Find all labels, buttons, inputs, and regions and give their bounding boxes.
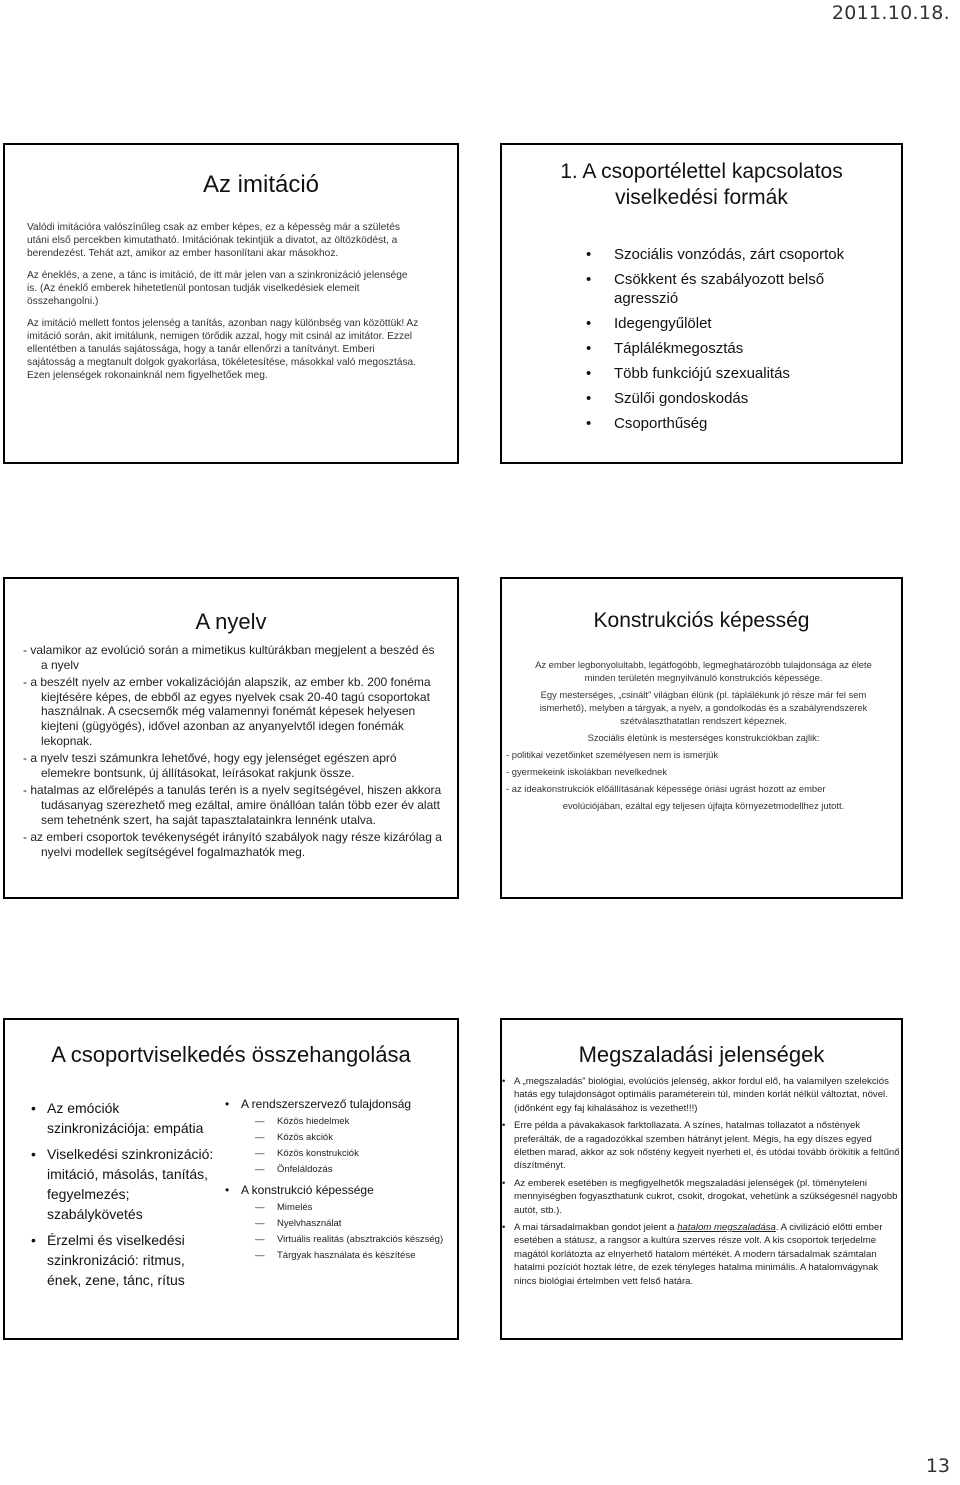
slide-imitation	[3, 143, 459, 464]
sub-item: — Közös akciók	[241, 1131, 455, 1144]
list-item: • Szülői gondoskodás	[586, 389, 886, 408]
header-date: 2011.10.18.	[831, 2, 950, 24]
paragraph: Az éneklés, a zene, a tánc is imitáció, de itt már jelen van a szinkronizáció jelensége is. (Az éneklő emberek hihetetlenül pontosan tudják viselkedésiek elemeit összehangolni.)	[27, 270, 408, 307]
text: A mai társadalmakban gondot jelent a	[514, 1222, 678, 1234]
sub-item: — Tárgyak használata és készítése	[241, 1249, 455, 1262]
list-item: • Csoporthűség	[586, 414, 886, 433]
slide-body	[23, 643, 443, 862]
paragraph: Valódi imitációra valószínűleg csak az ember képes, ez a képesség már a születés utáni első percekben kimutatható. Imitációnak tekintjük a divatot, az öltözködést, a berendezést. Tehát azt, amikor az ember hasonlítani akar másokhoz.	[27, 222, 400, 259]
text: . A civilizáció előtti ember esetében a státusz, a rangsor a kultúra szerves része volt. A kis csoportok terjedelme magától korlátozta az elnyerhető hatalom mértékét. A modern társadalmak számtalan hatalmi pozíciót hoztak létre, de ezek tényleges hatalma minimális. A hatalomvágynak nincs biológiai értelmben vett felső határa.	[514, 1222, 883, 1287]
emphasized-term: hatalom megszaladása	[677, 1222, 776, 1234]
bullet-list	[502, 1075, 902, 1292]
list-item: • Szociális vonzódás, zárt csoportok	[586, 245, 886, 264]
paragraph: - gyermekeink iskolákban nevelkednek	[506, 766, 668, 777]
slide-title: Konstrukciós képesség	[593, 609, 810, 632]
paragraph: Egy mesterséges, „csinált” világban élünk (pl. táplálékunk jó része már fel sem ismerhető), melyben a tárgyak, a nyelv, a gondolkodás és a szabályrendszerek szétválaszthatatlan rendszert képeznek.	[539, 689, 868, 726]
slide-language	[3, 577, 459, 899]
paragraph: - az emberi csoportok tevékenységét irányító szabályok nagy része kizárólag a nyelvi modellek segítségével fogalmazhatók meg.	[23, 830, 442, 859]
list-item	[225, 1182, 455, 1262]
slide-title: Megszaladási jelenségek	[578, 1042, 825, 1067]
sub-item: — Mimelés	[241, 1201, 455, 1214]
paragraph: - valamikor az evolúció során a mimetikus kultúrákban megjelent a beszéd és a nyelv	[23, 643, 435, 672]
slide-runaway-phenomena	[500, 1018, 903, 1340]
group-label: A konstrukció képessége	[241, 1183, 374, 1197]
page-number: 13	[925, 1455, 950, 1477]
bullet-list	[586, 245, 886, 439]
list-item: • A „megszaladás” biológiai, evolúciós jelenség, akkor fordul elő, ha valamilyen szelekciós hatás egy tulajdonságot optimális paraméterein túl, minden korlát nélkül változtat, növel. (időnként egy faj kihalásához is vezethet!!!)	[502, 1075, 902, 1115]
slide-title: A nyelv	[195, 609, 267, 634]
slide-body	[27, 221, 419, 391]
slide-group-life-behaviors	[500, 143, 903, 464]
sub-item: — Önfeláldozás	[241, 1163, 455, 1176]
list-item	[502, 1221, 902, 1288]
paragraph: - a nyelv teszi számunkra lehetővé, hogy egy jelenséget egészen apró elemekre bontsunk, új állításokat, leírásokat rakjunk össze.	[23, 751, 397, 780]
paragraph: Az imitáció mellett fontos jelenség a tanítás, azonban nagy különbség van közöttük! Az imitáció során, akit imitálunk, nemigen törődik azzal, hogy mit csinál az imitátor. Ezzel ellentétben a tanulás sajátossága, hogy a tanár ellenőrzi a tanítványt. Emberi sajátosság a megtanult dolgok gyakorlása, tökéletesítése, másokkal való megosztása.	[27, 318, 419, 368]
list-item	[225, 1096, 455, 1176]
right-column	[225, 1096, 455, 1268]
slide-construction-ability	[500, 577, 903, 899]
paragraph: Az ember legbonyolultabb, legátfogóbb, legmeghatározóbb tulajdonsága az élete minden területén megnyilvánuló konstrukciós képessége.	[535, 659, 872, 683]
list-item: • Idegengyűlölet	[586, 314, 886, 333]
list-item: • Az emóciók szinkronizációja: empátia	[31, 1098, 219, 1138]
list-item: • Több funkciójú szexualitás	[586, 364, 886, 383]
left-column	[31, 1098, 219, 1296]
paragraph: - a beszélt nyelv az ember vokalizációján alapszik, az ember kb. 200 fonéma kiejtésére képes, de ebből az egyes nyelvek csak 20-40 tagú csoportokat használnak. A csecsemők még valamennyi fonémát képesek helyesen kiejteni (gügyögés), idővel azonban az anyanyelvtől idegen fonémák lekopnak.	[23, 675, 431, 748]
group-label: A rendszerszervező tulajdonság	[241, 1097, 412, 1111]
list-item: • Érzelmi és viselkedési szinkronizáció: ritmus, ének, zene, tánc, rítus	[31, 1230, 219, 1290]
sub-item: — Virtuális realitás (absztrakciós készség)	[241, 1233, 455, 1246]
slide-group-behavior-sync	[3, 1018, 459, 1340]
slide-body	[502, 658, 903, 816]
slide-title: A csoportviselkedés összehangolása	[51, 1042, 411, 1067]
slide-title: 1. A csoportélettel kapcsolatos viselkedési formák	[560, 160, 843, 209]
list-item: • Csökkent és szabályozott belső agresszió	[586, 270, 886, 308]
list-item: • Viselkedési szinkronizáció: imitáció, másolás, tanítás, fegyelmezés; szabálykövetés	[31, 1144, 219, 1224]
paragraph: - az ideakonstrukciók előállításának képessége óriási ugrást hozott az ember	[506, 783, 826, 794]
sub-item: — Közös hiedelmek	[241, 1115, 455, 1128]
paragraph: Szociális életünk is mesterséges konstrukciókban zajlik:	[587, 732, 820, 743]
slide-title: Az imitáció	[202, 171, 320, 198]
list-item: • Az emberek esetében is megfigyelhetők megszaladási jelenségek (pl. töményteleni mennyiségben fogyaszthatunk cukrot, csokit, drogokat, vehetünk a szükségesnél nagyobb autót, stb.).	[502, 1177, 902, 1217]
paragraph: - politikai vezetőinket személyesen nem is ismerjük	[506, 749, 719, 760]
sub-item: — Nyelvhasználat	[241, 1217, 455, 1230]
paragraph: evolúciójában, ezáltal egy teljesen újfajta környezetmodellhez jutott.	[562, 800, 845, 811]
paragraph: - hatalmas az előrelépés a tanulás terén is a nyelv segítségével, hiszen akkora tudásanyag szerezhető meg ezáltal, amire önállóan talán több ezer év alatt sem tehetnénk szert, ha saját tapasztalatainkra lennénk utalva.	[23, 783, 442, 827]
list-item: • Táplálékmegosztás	[586, 339, 886, 358]
list-item: • Erre példa a pávakakasok farktollazata. A színes, hatalmas tollazatot a nőstények preferálták, de a ragadozókkal szemben hátrányt jelent. Mégis, ha egy díszes egyed életben marad, akkor az sok nőstény kegyeit nyerheti el, és utódai tovább örökítik a feltűnő díszítményt.	[502, 1119, 902, 1173]
sub-item: — Közös konstrukciók	[241, 1147, 455, 1160]
paragraph: Ezen jelenségek rokonainknál nem figyelhetőek meg.	[27, 370, 268, 381]
